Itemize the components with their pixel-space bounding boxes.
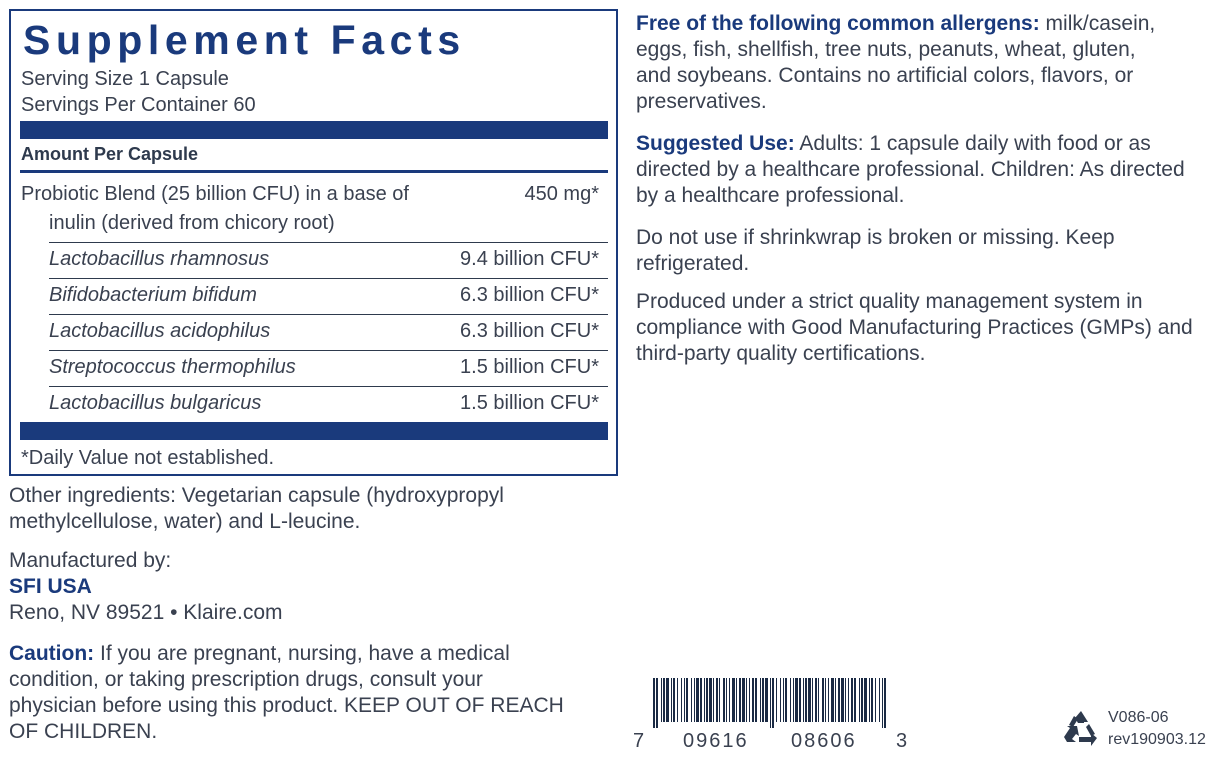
allergens-line: eggs, fish, shellfish, tree nuts, peanuts, wheat, gluten, [636,38,1136,61]
manufacturer-block [9,548,629,626]
suggested-use-line: Adults: 1 capsule daily with food or as [794,132,1151,155]
barcode-digit-left: 7 [633,730,647,752]
suggested-use-line: directed by a healthcare professional. Children: As directed [636,158,1185,181]
upc-barcode [653,678,886,728]
row-divider [49,350,608,351]
strain-name: Bifidobacterium bifidum [49,284,257,306]
manufactured-by-label: Manufactured by: [9,549,172,572]
row-divider [49,314,608,315]
version-code: V086-06 [1108,709,1169,726]
other-ingredients [9,483,629,535]
thick-divider-bottom [20,422,608,440]
other-ingredients-line: methylcellulose, water) and L-leucine. [9,510,361,533]
company-address: Reno, NV 89521 • Klaire.com [9,601,283,624]
strain-amount: 6.3 billion CFU* [460,284,599,306]
allergens-label: Free of the following common allergens: [636,12,1040,35]
servings-per-container: Servings Per Container 60 [21,94,256,116]
row-divider [49,278,608,279]
company-name: SFI USA [9,575,92,598]
quality-statement [636,289,1208,367]
strain-name: Lactobacillus bulgaricus [49,392,262,414]
strain-amount: 1.5 billion CFU* [460,356,599,378]
recycle-icon [1061,708,1101,748]
suggested-use-block [636,131,1208,209]
caution-label: Caution: [9,642,95,665]
allergens-line: milk/casein, [1039,12,1156,35]
strain-amount: 1.5 billion CFU* [460,392,599,414]
amount-per-capsule-header: Amount Per Capsule [21,144,199,164]
serving-size: Serving Size 1 Capsule [21,68,229,90]
allergens-line: and soybeans. Contains no artificial colors, flavors, or [636,64,1134,87]
thick-divider-top [20,121,608,139]
strain-amount: 9.4 billion CFU* [460,248,599,270]
caution-block [9,641,629,745]
quality-line: Produced under a strict quality management system in [636,290,1143,313]
caution-line: condition, or taking prescription drugs, consult your [9,668,483,691]
header-divider [20,170,608,173]
caution-line: If you are pregnant, nursing, have a medical [94,642,510,665]
strain-name: Lactobacillus rhamnosus [49,248,270,270]
suggested-use-line: by a healthcare professional. [636,184,905,207]
suggested-use-label: Suggested Use: [636,132,795,155]
daily-value-footnote: *Daily Value not established. [21,447,275,469]
allergens-line: preservatives. [636,90,767,113]
supplement-facts-panel [9,9,618,476]
quality-line: third-party quality certifications. [636,342,926,365]
barcode-group-left: 09616 [683,730,749,752]
revision-code: rev190903.12 [1108,731,1206,748]
blend-line-2: inulin (derived from chicory root) [49,212,335,234]
supplement-facts-title: Supplement Facts [23,17,466,63]
barcode-group-right: 08606 [791,730,857,752]
caution-line: OF CHILDREN. [9,720,158,743]
strain-name: Streptococcus thermophilus [49,356,296,378]
row-divider [49,386,608,387]
other-ingredients-line: Other ingredients: Vegetarian capsule (hydroxypropyl [9,484,504,507]
quality-line: compliance with Good Manufacturing Practices (GMPs) and [636,316,1193,339]
strain-name: Lactobacillus acidophilus [49,320,271,342]
warning-line: refrigerated. [636,252,750,275]
caution-line: physician before using this product. KEEP OUT OF REACH [9,694,564,717]
blend-line-1: Probiotic Blend (25 billion CFU) in a base of [21,183,409,205]
barcode-digit-right: 3 [896,730,910,752]
allergens-block [636,11,1208,115]
shrinkwrap-warning [636,225,1208,277]
strain-amount: 6.3 billion CFU* [460,320,599,342]
warning-line: Do not use if shrinkwrap is broken or missing. Keep [636,226,1115,249]
row-divider [49,242,608,243]
blend-amount: 450 mg* [524,183,599,205]
